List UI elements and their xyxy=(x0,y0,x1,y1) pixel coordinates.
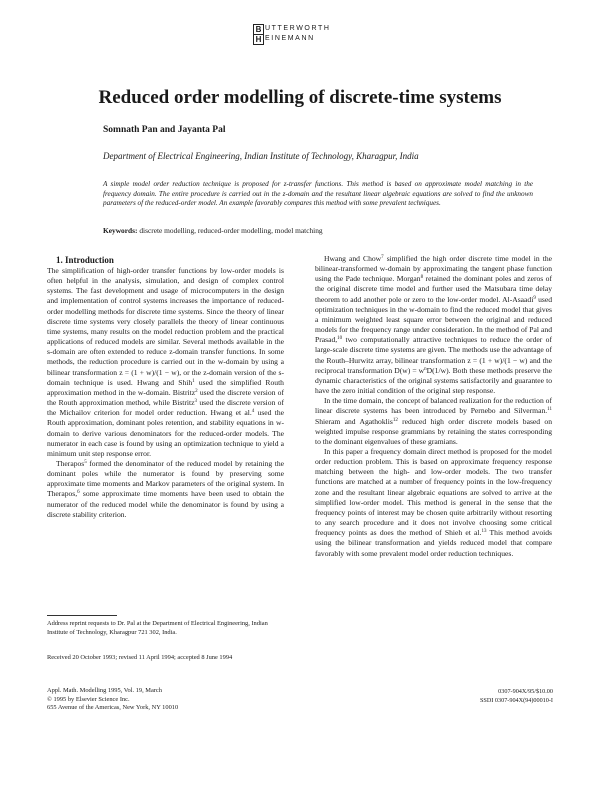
right-paragraph-2: In the time domain, the concept of balanced realization for the reduction of linear discrete systems has been introduced by Pernebo and Silverman.$^{11}$ Shieram and Agathoklis$^{12}$ reduced high order discrete models based on weighted impulse response grammians by retaining the states corresponding to the dominant eigenvalues of these gramians. xyxy=(315,396,552,446)
left-paragraph-2: Therapos$^5$ formed the denominator of the reduced model by retaining the dominant poles while the numerator is found by preserving some approximate time moments and Markov parameters of the original system. In Therapos,$^6$ some approximate time moments have been used to obtain the numerator of the reduced model while the denominator is found by using a discrete stability criterion. xyxy=(47,458,284,519)
publisher-logo-initial-1: B xyxy=(253,24,264,35)
left-column xyxy=(47,254,284,520)
author-affiliation: Department of Electrical Engineering, Indian Institute of Technology, Kharagpur, India xyxy=(103,151,419,161)
received-dates: Received 20 October 1993; revised 11 April 1994; accepted 8 June 1994 xyxy=(47,654,233,661)
paper-authors: Somnath Pan and Jayanta Pal xyxy=(103,125,226,135)
publisher-logo-line-1: UTTERWORTH xyxy=(265,25,331,32)
issn-codes xyxy=(430,688,553,705)
keywords-label: Keywords: xyxy=(103,226,138,235)
publisher-logo-line-2: EINEMANN xyxy=(265,35,315,42)
right-column xyxy=(315,254,552,559)
footnote-address: Address reprint requests to Dr. Pal at the Department of Electrical Engineering, Indian Institute of Technology, Kharagpur 721 302, India. xyxy=(47,620,268,636)
section-heading: 1. Introduction xyxy=(56,255,114,265)
issn-line-2: SSDI 0307-904X(94)00010-I xyxy=(479,696,553,704)
right-paragraph-1: Hwang and Chow$^7$ simplified the high order discrete time model in the bilinear-transformed w-domain by approximating the tangent phase function using the Pade technique. Morgan$^8$ retained the dominant poles and zeros of the original discrete time model and further used the Matsubara time delay theorem to add another pole or zero to the low-order model. Al-Asaadi$^9$ used optimization techniques in the w-domain to find the reduced model that gives a minimum weighted least square error between the original and reduced models for the frequency range under consideration. In the method of Pal and Prasad,$^{10}$ two computationally attractive techniques to reduce the order of large-scale discrete time systems are given. The methods use the advantage of the Routh–Hurwitz array, bilinear transformation z = (1 + w)/(1 − w) and the reciprocal transformation $D(w) = w^nD(1/w)$. Both these methods preserve the dynamic characteristics of the original systems satisfactorily and guarantee to have the zero initial condition of the original step response. xyxy=(315,254,553,396)
abstract: A simple model order reduction technique is proposed for z-transfer functions. This method is based on approximate model matching in the frequency domain. The entire procedure is carried out in the z-domain and the resultant linear algebraic equations are solved to find the unknown parameters of the reduced-order model. An example favorably compares this method with some prevalent techniques. xyxy=(103,180,533,207)
left-paragraph-1: The simplification of high-order transfer functions by low-order models is often helpful in the analysis, simulation, and design of complex control systems. The fast development and usage of microcomputers in the design and implementation of control systems increases the importance of reduced-order modelling methods for discrete time systems. Since the theory of linear discrete time systems very closely parallels the theory of linear continuous time systems, many results on the model reduction problem and the practical applications of reduced models are similar. Several methods available in the s-domain are often extended to reduce z-domain transfer functions. In some methods, the reduction procedure is carried out in the w-domain by using a bilinear transformation z = (1 + w)/(1 − w), or the z-domain version of the s-domain technique is used. Hwang and Shih$^1$ used the simplified Routh approximation method in the w-domain. Bistritz$^2$ used the discrete version of the Routh approximation method, while Bistritz$^3$ used the discrete version of the Michailov criterion for model order reduction. Hwang et al.$^4$ used the Routh approximation, dominant poles retention, and stability equations in w-domain to derive various denominators for the reduced-order models. The numerator in each case is found by using an optimization technique to yield a minimum unit step response error. xyxy=(47,266,285,458)
journal-line-2: © 1995 by Elsevier Science Inc. xyxy=(47,695,130,703)
footnote-rule xyxy=(47,615,117,616)
journal-line-1: Appl. Math. Modelling 1995, Vol. 19, March xyxy=(47,687,162,694)
publisher-logo-initial-2: H xyxy=(253,34,264,45)
journal-line-3: 655 Avenue of the Americas, New York, NY 10010 xyxy=(47,704,179,712)
right-paragraph-3: In this paper a frequency domain direct method is proposed for the model order reduction problem. This is based on approximate frequency response matching between the high- and low-order models. The two transfer functions are matched at a number of frequency points in the low-frequency zone and the resultant linear algebraic equations are solved to arrive at the simplified low-order model. This method is general in the sense that the frequency points of interest may be chosen quite arbitrarily without resorting to any search procedure and it does not involve choosing some critical frequency points as does the method of Shieh et al.$^{13}$ This method avoids using the bilinear transformation and yields reduced model that compare favorably with some prevalent model order reduction techniques. xyxy=(315,446,552,558)
journal-info xyxy=(47,687,284,713)
publisher-logo xyxy=(253,24,349,44)
issn-line-1: 0307-904X/95/$10.00 xyxy=(498,688,553,695)
paper-title: Reduced order modelling of discrete-time systems xyxy=(98,87,502,108)
keywords xyxy=(103,226,323,236)
keywords-text: discrete modelling, reduced-order modelling, model matching xyxy=(139,226,323,235)
